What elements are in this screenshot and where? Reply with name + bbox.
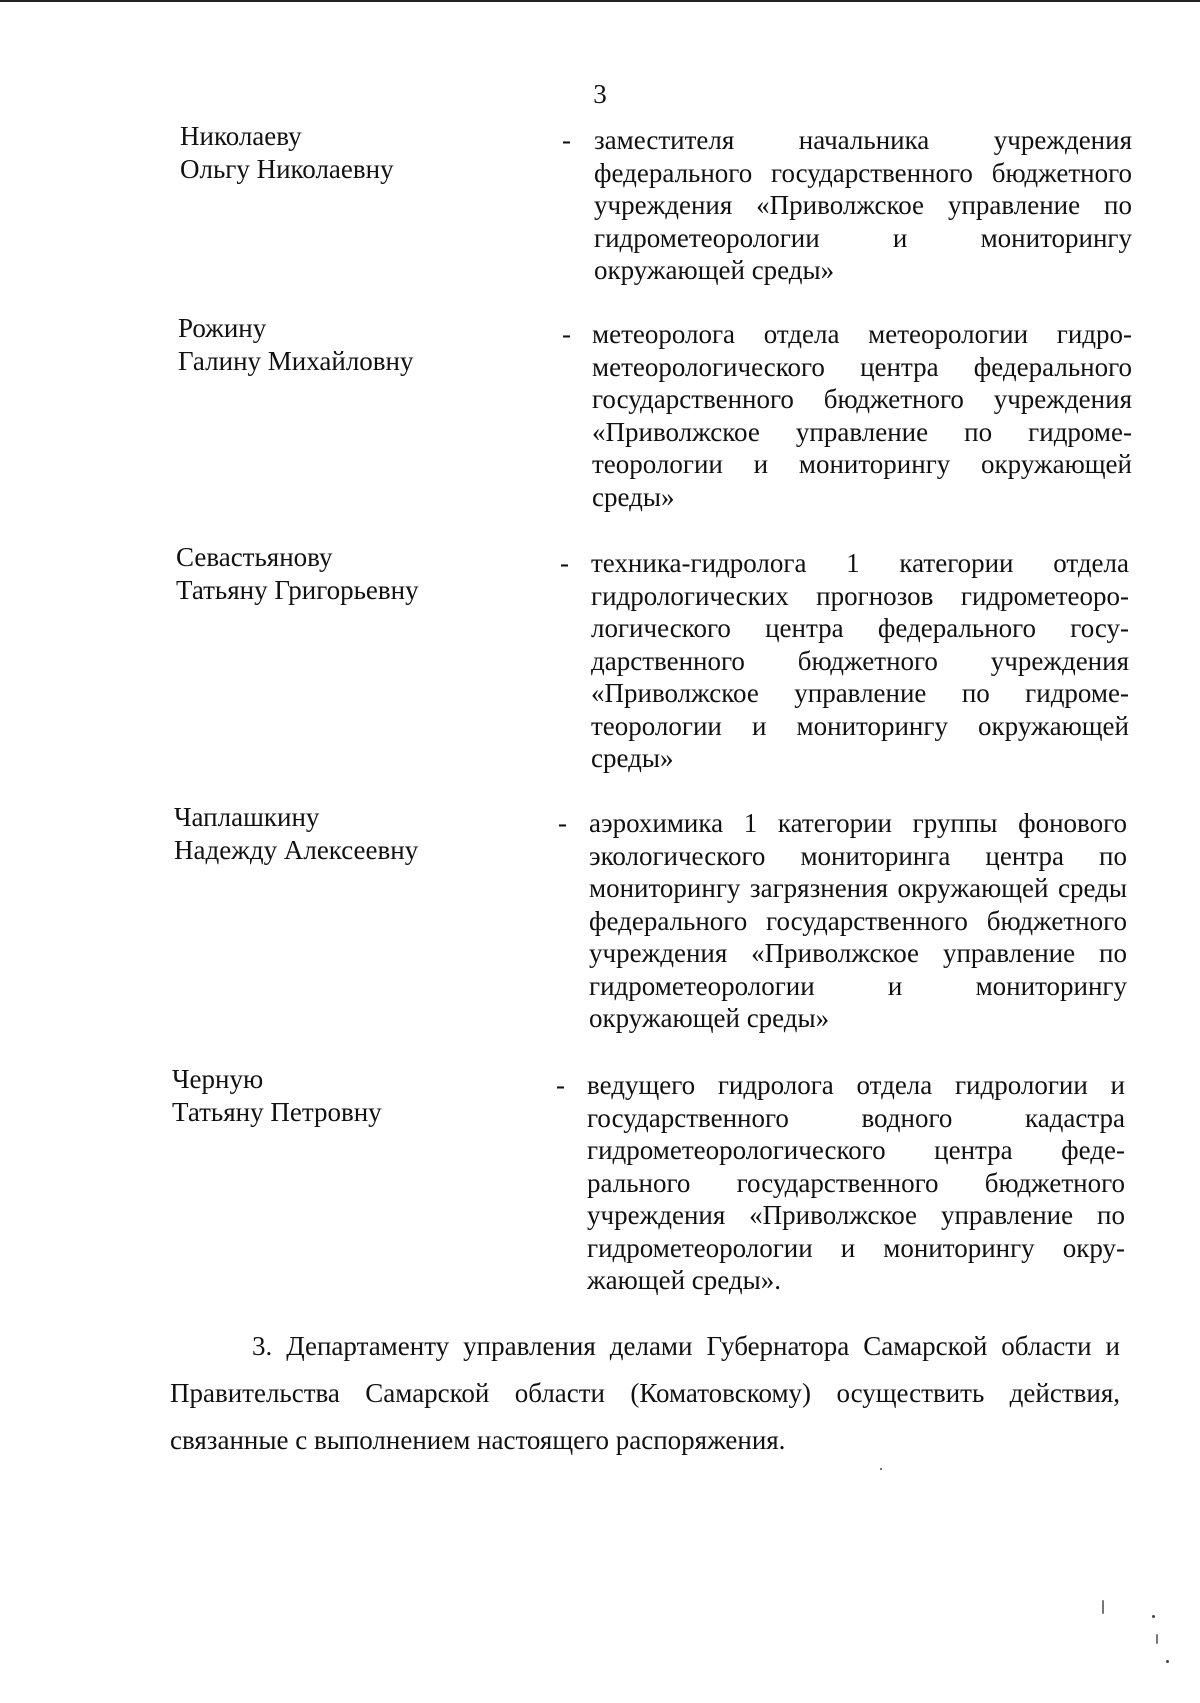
scan-speck [880,1468,882,1470]
position-description: заместителя начальника учреждения федерального государственного бюджетного учреждения «Приволжское управление по гидрометеорологии и мониторингу окружающей среды» [594,125,1132,285]
entry-dash: - [560,548,569,578]
entry-dash: - [562,319,571,349]
scan-speck [1102,1600,1104,1614]
person-name: Севастьянову Татьяну Григорьевну [176,542,419,605]
position-description: ведущего гидролога отдела гидрологии и государственного водного кадастра гидрометеорологического центра федерального государственного бюджетного учреждения «Приволжское управление по гидрометеорологии и мониторингу окружающей среды». [587,1070,1125,1295]
scan-speck [1156,1634,1158,1644]
entry-dash: - [558,808,567,838]
person-name: Черную Татьяну Петровну [172,1064,382,1127]
scan-speck [1166,1660,1169,1663]
scan-speck [1152,1615,1155,1618]
position-description: техника-гидролога 1 категории отдела гидрологических прогнозов гидрометеорологического центра федерального государственного бюджетного учреждения «Приволжское управление по гидрометеорологии и мониторингу окружающей среды» [591,548,1129,773]
person-name: Рожину Галину Михайловну [178,313,414,376]
person-name: Николаеву Ольгу Николаевну [180,121,394,184]
position-description: аэрохимика 1 категории группы фонового экологического мониторинга центра по мониторингу загрязнения окружающей среды федерального государственного бюджетного учреждения «Приволжское управление по гидрометеорологии и мониторингу окружающей среды» [589,808,1127,1033]
page-number: 3 [593,79,607,109]
person-name: Чаплашкину Надежду Алексеевну [174,802,419,865]
closing-paragraph: 3. Департаменту управления делами Губернатора Самарской области и Правительства Самарской области (Коматовскому) осуществить действия, связанные с выполнением настоящего распоряжения. [170,1331,1120,1455]
position-description: метеоролога отдела метеорологии гидрометеорологического центра федерального государственного бюджетного учреждения «Приволжское управление по гидрометеорологии и мониторингу окружающей среды» [592,319,1132,512]
entry-dash: - [562,125,571,155]
page-top-edge [0,0,1200,2]
entry-dash: - [556,1070,565,1100]
